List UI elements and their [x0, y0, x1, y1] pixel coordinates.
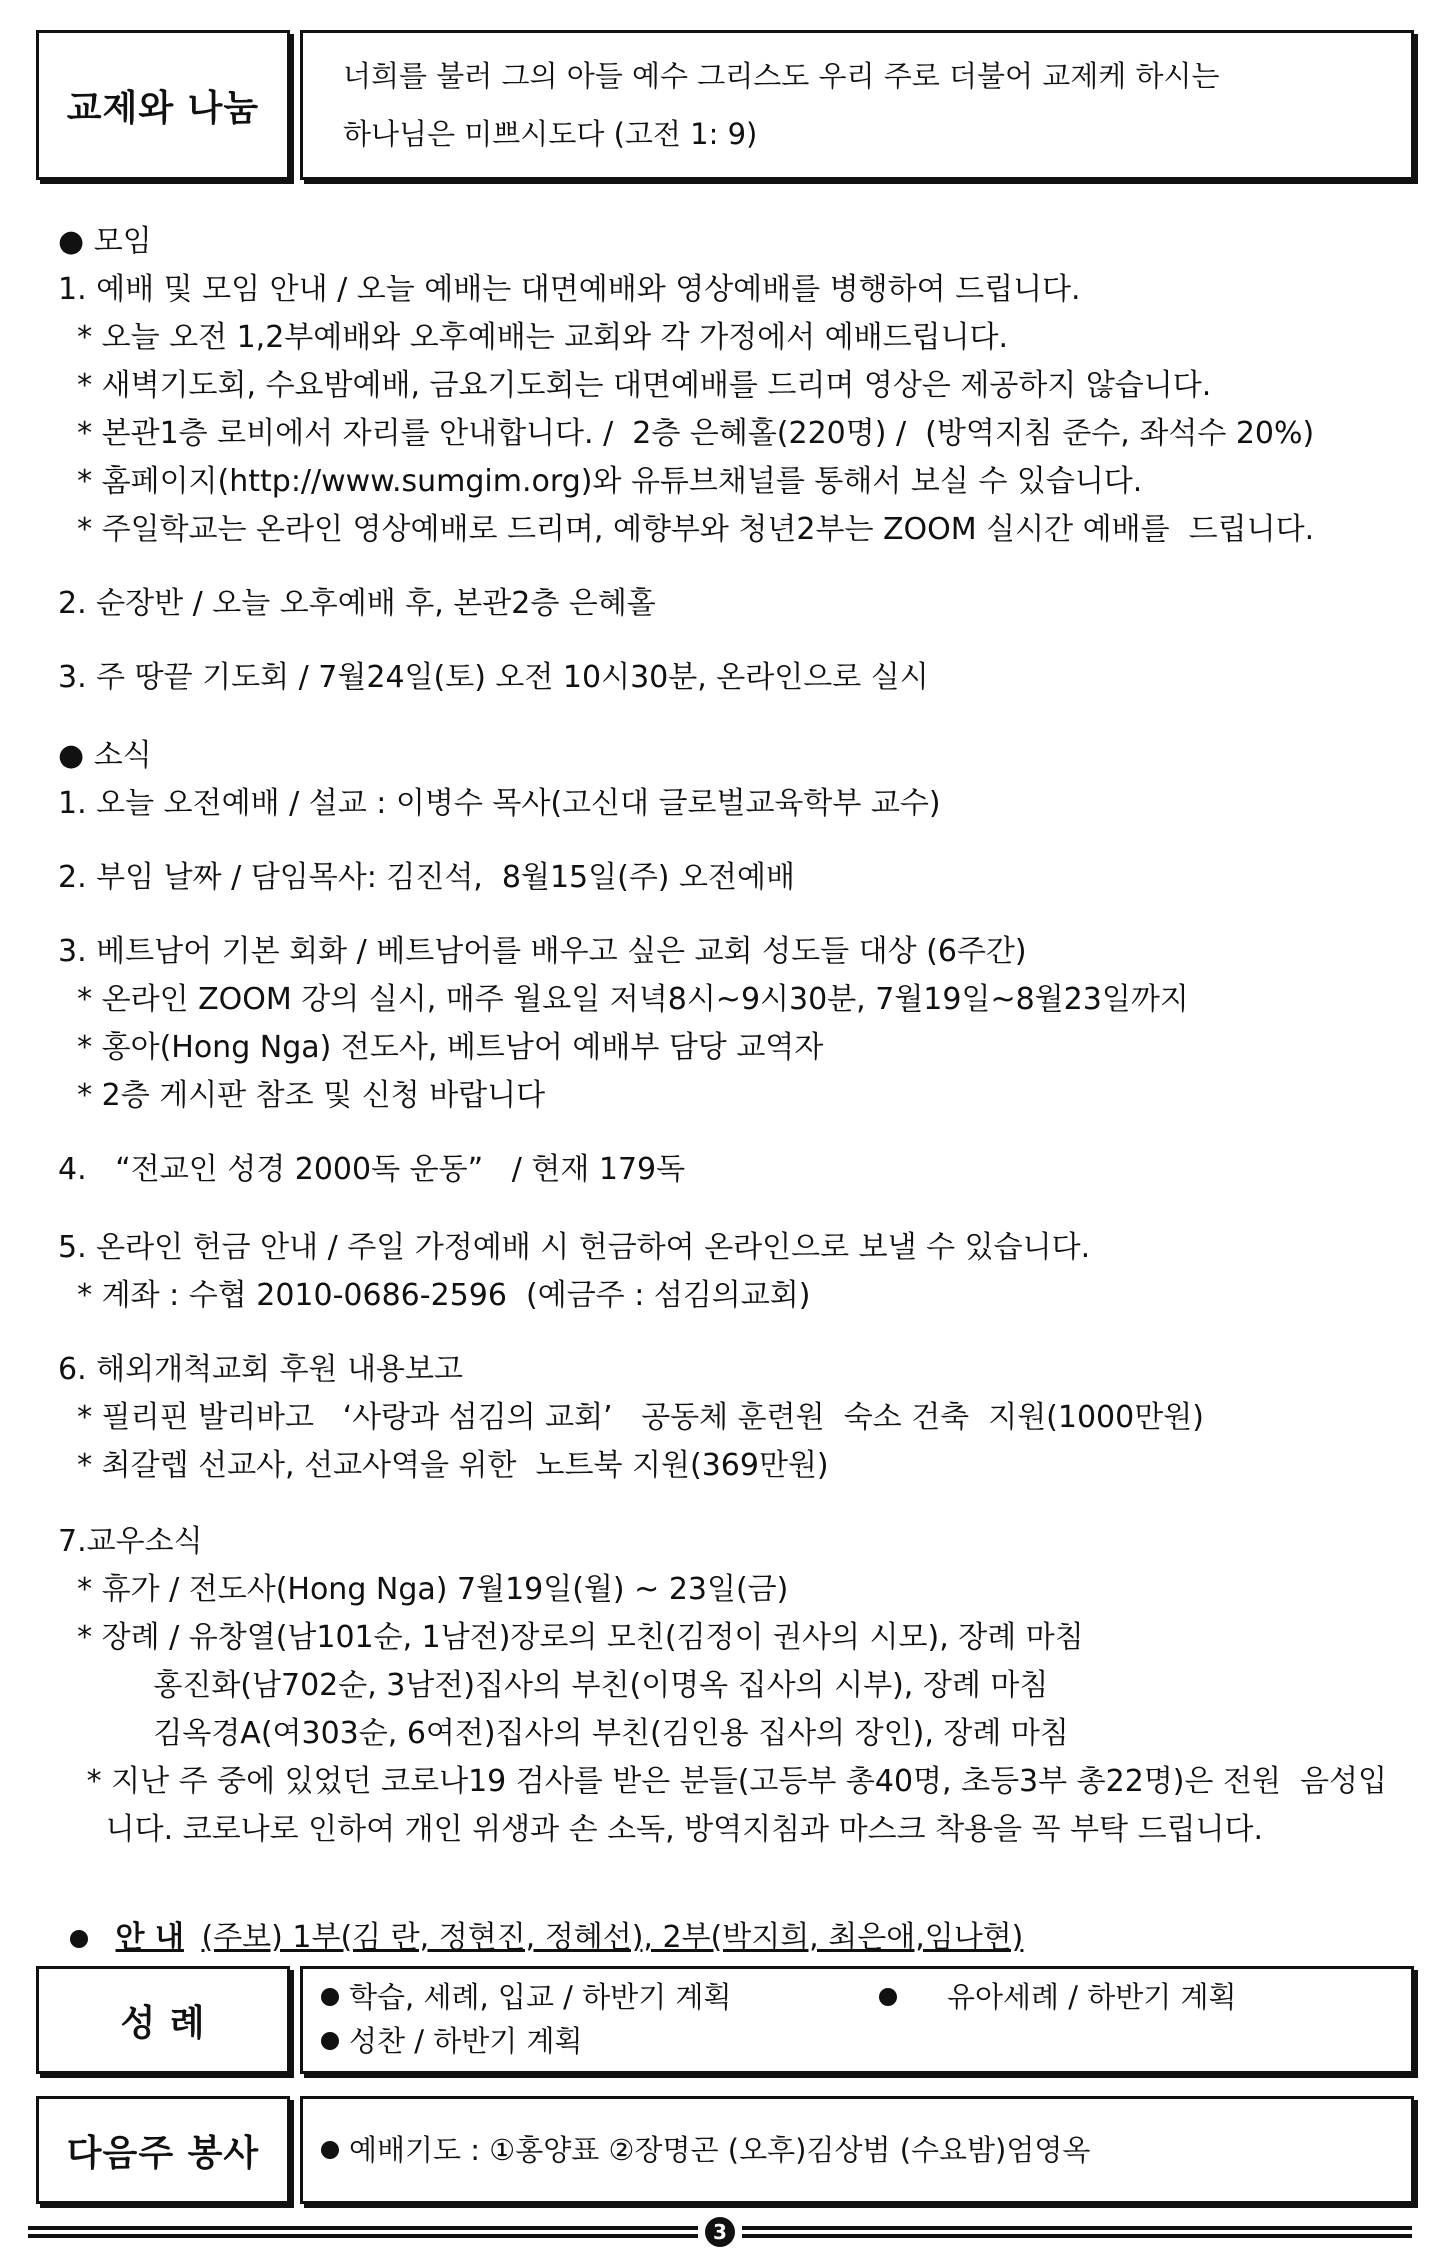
- next-week-label-box: [36, 2096, 290, 2204]
- section-title: 교제와 나눔: [66, 87, 260, 129]
- notice-label: 안 내: [115, 1920, 184, 1955]
- body-line: * 홍아(Hong Nga) 전도사, 베트남어 예배부 담당 교역자: [58, 1030, 824, 1065]
- next-week-content-box: [300, 2096, 1414, 2204]
- sacrament-item-1: 학습, 세례, 입교 / 하반기 계획: [349, 1980, 732, 2014]
- sacrament-row-1: [321, 1975, 1393, 2019]
- bullet-icon: [321, 1988, 339, 2006]
- verse-line-2: 하나님은 미쁘시도다 (고전 1: 9): [343, 117, 758, 151]
- body-line: * 휴가 / 전도사(Hong Nga) 7월19일(월) ~ 23일(금): [58, 1572, 789, 1607]
- body-line: * 온라인 ZOOM 강의 실시, 매주 월요일 저녁8시~9시30분, 7월19일~8월23일까지: [58, 982, 1189, 1017]
- notice-text: (주보) 1부(김 란, 정현진, 정혜선), 2부(박지희, 최은애,임나현): [201, 1920, 1024, 1955]
- body-line: * 본관1층 로비에서 자리를 안내합니다. / 2층 은혜홀(220명) / (방역지침 준수, 좌석수 20%): [58, 416, 1315, 451]
- bullet-icon: [321, 2032, 339, 2050]
- sacrament-content-box: [300, 1966, 1414, 2074]
- bullet-icon: [70, 1930, 88, 1948]
- body-line: * 주일학교는 온라인 영상예배로 드리며, 예향부와 청년2부는 ZOOM 실시간 예배를 드립니다.: [58, 512, 1315, 547]
- footer-line-right: [742, 2226, 1412, 2230]
- body-line: 5. 온라인 헌금 안내 / 주일 가정예배 시 헌금하여 온라인으로 보낼 수 있습니다.: [58, 1230, 1091, 1265]
- body-line: * 계좌 : 수협 2010-0686-2596 (예금주 : 섬김의교회): [58, 1278, 811, 1313]
- page-number: 3: [713, 2220, 727, 2244]
- body-line: 니다. 코로나로 인하여 개인 위생과 손 소독, 방역지침과 마스크 착용을 꼭 부탁 드립니다.: [58, 1812, 1264, 1847]
- sacrament-row-2: [321, 2019, 1393, 2063]
- body-line: 7.교우소식: [58, 1524, 203, 1559]
- bullet-icon: [321, 2141, 339, 2159]
- body-line: * 오늘 오전 1,2부예배와 오후예배는 교회와 각 가정에서 예배드립니다.: [58, 320, 1009, 355]
- verse-line-1: 너희를 불러 그의 아들 예수 그리스도 우리 주로 더불어 교제케 하시는: [343, 59, 1220, 93]
- body-line: 1. 예배 및 모임 안내 / 오늘 예배는 대면예배와 영상예배를 병행하여 드립니다.: [58, 272, 1081, 307]
- body-line: 3. 베트남어 기본 회화 / 베트남어를 배우고 싶은 교회 성도들 대상 (6주간): [58, 934, 1027, 969]
- footer-line-left: [28, 2226, 698, 2230]
- page-number-badge: [705, 2217, 735, 2247]
- next-week-row: [321, 2128, 1090, 2172]
- body-line: ● 소식: [58, 738, 152, 773]
- next-week-label: 다음주 봉사: [66, 2132, 260, 2174]
- body-line: 홍진화(남702순, 3남전)집사의 부친(이명옥 집사의 시부), 장례 마침: [58, 1668, 1049, 1703]
- body-line: 1. 오늘 오전예배 / 설교 : 이병수 목사(고신대 글로벌교육학부 교수): [58, 786, 941, 821]
- body-line: * 새벽기도회, 수요밤예배, 금요기도회는 대면예배를 드리며 영상은 제공하지 않습니다.: [58, 368, 1212, 403]
- body-line: ● 모임: [58, 224, 152, 259]
- body-line: * 2층 게시판 참조 및 신청 바랍니다: [58, 1078, 546, 1113]
- body-line: * 필리핀 발리바고 ‘사랑과 섬김의 교회’ 공동체 훈련원 숙소 건축 지원(1000만원): [58, 1400, 1204, 1435]
- body-line: * 홈페이지(http://www.sumgim.org)와 유튜브채널를 통해서 보실 수 있습니다.: [58, 464, 1143, 499]
- body-line: * 최갈렙 선교사, 선교사역을 위한 노트북 지원(369만원): [58, 1448, 829, 1483]
- footer-rule: [28, 2220, 1412, 2244]
- body-line: 3. 주 땅끝 기도회 / 7월24일(토) 오전 10시30분, 온라인으로 실시: [58, 660, 929, 695]
- notice-line: [70, 1918, 1023, 1958]
- body-line: 2. 순장반 / 오늘 오후예배 후, 본관2층 은혜홀: [58, 586, 656, 621]
- body-line: 김옥경A(여303순, 6여전)집사의 부친(김인용 집사의 장인), 장례 마침: [58, 1716, 1069, 1751]
- body-line: 4. “전교인 성경 2000독 운동” / 현재 179독: [58, 1152, 686, 1187]
- sacrament-label-box: [36, 1966, 290, 2074]
- sacrament-item-2: 유아세례 / 하반기 계획: [947, 1980, 1237, 2014]
- body-line: 6. 해외개척교회 후원 내용보고: [58, 1352, 463, 1387]
- bullet-icon: [879, 1988, 897, 2006]
- body-line: * 장례 / 유창열(남101순, 1남전)장로의 모친(김정이 권사의 시모), 장례 마침: [58, 1620, 1084, 1655]
- sacrament-item-3: 성찬 / 하반기 계획: [349, 2024, 583, 2058]
- body-line: * 지난 주 중에 있었던 코로나19 검사를 받은 분들(고등부 총40명, 초등3부 총22명)은 전원 음성입: [58, 1764, 1387, 1799]
- next-week-item: 예배기도 : ①홍양표 ②장명곤 (오후)김상범 (수요밤)엄영옥: [349, 2133, 1091, 2167]
- body-line: 2. 부임 날짜 / 담임목사: 김진석, 8월15일(주) 오전예배: [58, 860, 795, 895]
- body-text: [58, 0, 1428, 2000]
- sacrament-label: 성 례: [120, 2002, 206, 2044]
